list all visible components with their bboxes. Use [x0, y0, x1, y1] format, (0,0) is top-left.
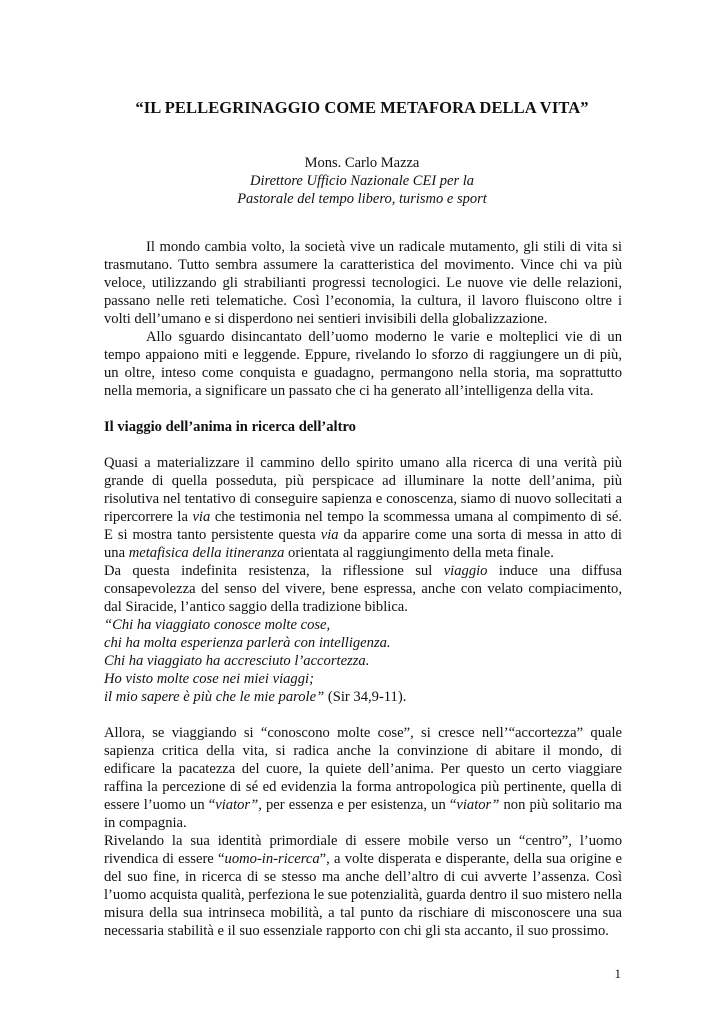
bible-quote: [104, 616, 622, 706]
quote-line-5: il mio sapere è più che le mie parole”: [104, 689, 325, 705]
paragraph-6: Rivelando la sua identità primordiale di essere mobile verso un “centro”, l’uomo rivendica di essere “uomo-in-ricerca”, a volte disperata e disperante, della sua origine e del suo fine, in ricerca di se stesso ma anche dell’altro di cui avverte l’assenza. Così l’uomo acquista qualità, perfeziona le sue potenzialità, guarda dentro il suo mistero nella misura della sua intrinseca mobilità, a tal punto da rischiare di misconoscere una sua necessaria stabilità e il suo essenziale rapporto con chi gli sta accanto, il suo prossimo.: [104, 833, 623, 939]
author-name: Mons. Carlo Mazza: [304, 155, 420, 171]
quote-line-4: Ho visto molte cose nei miei viaggi;: [104, 671, 314, 687]
page-number: 1: [614, 966, 621, 981]
author-block: [0, 154, 724, 208]
paragraph-4: Da questa indefinita resistenza, la riflessione sul viaggio induce una diffusa consapevolezza del senso del vivere, bene espressa, anche con velato compiacimento, dal Siracide, l’antico saggio della tradizione biblica.: [104, 563, 622, 615]
paragraph-5: Allora, se viaggiando si “conoscono molte cose”, si cresce nell’“accortezza” quale sapienza critica della vita, si radica anche la convinzione di abitare il mondo, di edificare la pacatezza del cuore, la quiete dell’anima. Per questo un certo viaggiare raffina la percezione di sé ed evidenzia la forma antropologica più pertinente, quella di essere l’uomo un “viator”, per essenza e per esistenza, un “viator” non più solitario ma in compagnia.: [104, 725, 623, 831]
author-role-line2: Pastorale del tempo libero, turismo e sport: [237, 191, 487, 207]
quote-reference: (Sir 34,9-11).: [324, 689, 407, 705]
author-role-line1: Direttore Ufficio Nazionale CEI per la: [249, 173, 475, 189]
section-heading: Il viaggio dell’anima in ricerca dell’altro: [104, 419, 356, 435]
quote-line-2: chi ha molta esperienza parlerà con intelligenza.: [104, 635, 391, 651]
quote-line-1: “Chi ha viaggiato conosce molte cose,: [104, 617, 331, 633]
document-body: [104, 238, 622, 940]
paragraph-3: Quasi a materializzare il cammino dello spirito umano alla ricerca di una verità più grande di quella posseduta, più perspicace ad illuminare la notte dell’anima, più risolutiva nel tentativo di conseguire sapienza e conoscenza, siamo di nuovo sollecitati a ripercorrere la via che testimonia nel tempo la scommessa umana al compimento di sé. E si mostra tanto persistente questa via da apparire come una sorta di messa in atto di una metafisica della itineranza orientata al raggiungimento della meta finale.: [104, 455, 622, 561]
document-title: “IL PELLEGRINAGGIO COME METAFORA DELLA VITA”: [135, 98, 589, 117]
paragraph-1: Il mondo cambia volto, la società vive un radicale mutamento, gli stili di vita si trasmutano. Tutto sembra assumere la caratteristica del movimento. Vince chi va più veloce, utilizzando gli strabilianti progressi tecnologici. Le nuove vie delle relazioni, passano nelle reti telematiche. Così l’economia, la cultura, il lavoro fluiscono oltre i volti dell’umano e si disperdono nei sentieri invisibili della globalizzazione.: [104, 239, 622, 327]
quote-line-3: Chi ha viaggiato ha accresciuto l’accortezza.: [104, 653, 370, 669]
paragraph-2: Allo sguardo disincantato dell’uomo moderno le varie e molteplici vie di un tempo appaiono miti e leggende. Eppure, rivelando lo sforzo di raggiungere un di più, un oltre, inteso come conquista e guadagno, permangono nella storia, ma soprattutto nella memoria, a significare un passato che ci ha generato all’intelligenza della vita.: [104, 329, 622, 399]
